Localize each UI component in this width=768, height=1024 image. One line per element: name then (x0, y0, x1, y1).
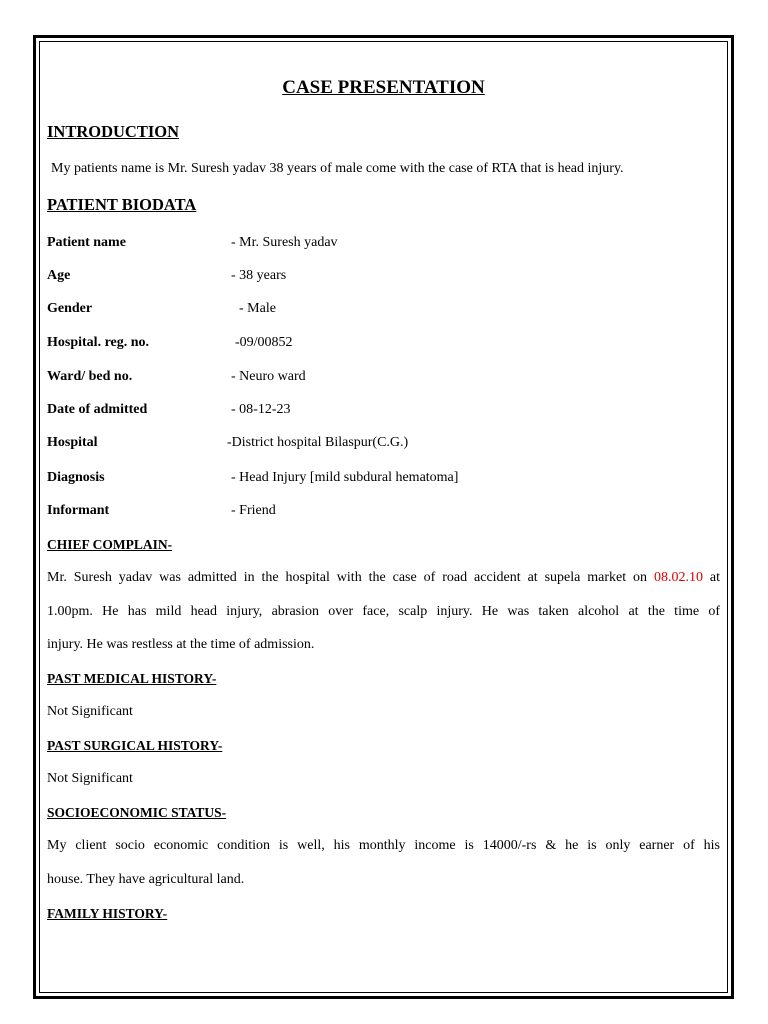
socioeconomic-line-2: house. They have agricultural land. (47, 872, 245, 887)
introduction-heading: INTRODUCTION (47, 122, 180, 141)
biodata-value-ward-bed-no: - Neuro ward (231, 369, 306, 384)
document-page (47, 0, 720, 1024)
biodata-label-hospital-reg-no: Hospital. reg. no. (47, 335, 150, 350)
family-history-heading: FAMILY HISTORY- (47, 906, 168, 921)
past-surgical-history-heading: PAST SURGICAL HISTORY- (47, 738, 223, 753)
chief-complain-line-1 (47, 570, 720, 586)
introduction-text: My patients name is Mr. Suresh yadav 38 years of male come with the case of RTA that is head injury. (51, 161, 624, 176)
biodata-label-hospital: Hospital (47, 435, 98, 450)
socioeconomic-line-1: My client socio economic condition is well, his monthly income is 14000/-rs & he is only earner of his (47, 838, 720, 853)
biodata-heading: PATIENT BIODATA (47, 195, 197, 214)
biodata-label-diagnosis: Diagnosis (47, 470, 105, 485)
chief-complain-line-3: injury. He was restless at the time of admission. (47, 637, 315, 652)
socioeconomic-status-heading: SOCIOECONOMIC STATUS- (47, 805, 227, 820)
biodata-value-informant: - Friend (231, 503, 276, 518)
biodata-label-gender: Gender (47, 301, 93, 316)
chief-complain-line-2: 1.00pm. He has mild head injury, abrasion over face, scalp injury. He was taken alcohol at the time of (47, 604, 720, 619)
chief-complain-date: 08.02.10 (653, 570, 703, 585)
biodata-value-gender: - Male (239, 301, 276, 316)
biodata-label-ward-bed-no: Ward/ bed no. (47, 369, 133, 384)
past-surgical-history-text: Not Significant (47, 771, 133, 786)
biodata-label-patient-name: Patient name (47, 235, 126, 250)
biodata-value-hospital: -District hospital Bilaspur(C.G.) (227, 435, 409, 450)
biodata-value-patient-name: - Mr. Suresh yadav (231, 235, 338, 250)
past-medical-history-text: Not Significant (47, 704, 133, 719)
biodata-label-date-admitted: Date of admitted (47, 402, 148, 417)
chief-complain-heading: CHIEF COMPLAIN- (47, 537, 173, 552)
chief-complain-line-1-text: Mr. Suresh yadav was admitted in the hospital with the case of road accident at supela market on (47, 570, 648, 585)
biodata-value-diagnosis: - Head Injury [mild subdural hematoma] (231, 470, 459, 485)
chief-complain-line-1-end: at (709, 570, 721, 585)
past-medical-history-heading: PAST MEDICAL HISTORY- (47, 671, 217, 686)
biodata-label-age: Age (47, 268, 71, 283)
document-title: CASE PRESENTATION (282, 77, 485, 98)
biodata-value-date-admitted: - 08-12-23 (231, 402, 291, 417)
biodata-label-informant: Informant (47, 503, 110, 518)
biodata-value-hospital-reg-no: -09/00852 (235, 335, 293, 350)
biodata-value-age: - 38 years (231, 268, 287, 283)
